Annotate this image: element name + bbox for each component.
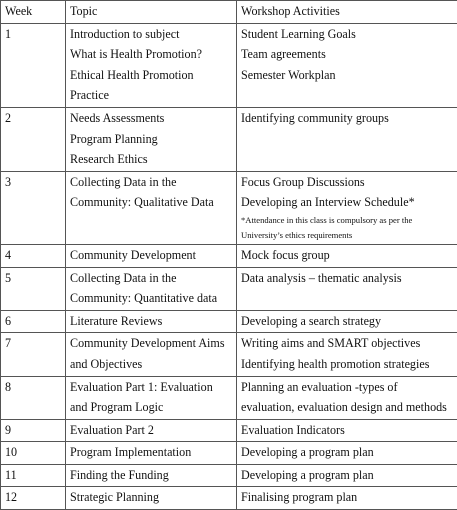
topic-line: Community: Quantitative data	[70, 288, 232, 309]
week-number: 10	[5, 442, 61, 463]
week-cell	[1, 419, 66, 442]
activities-cell	[237, 244, 457, 267]
activity-line: Identifying community groups	[241, 108, 453, 129]
table-row	[1, 376, 457, 419]
table-row	[1, 310, 457, 333]
activity-line: Data analysis – thematic analysis	[241, 268, 453, 289]
topic-line: Collecting Data in the	[70, 268, 232, 289]
activities-cell	[237, 487, 457, 510]
header-topic: Topic	[66, 1, 237, 24]
activities-cell	[237, 171, 457, 244]
activities-cell	[237, 419, 457, 442]
activity-line: Mock focus group	[241, 245, 453, 266]
topic-line: Introduction to subject	[70, 24, 232, 45]
header-week: Week	[1, 1, 66, 24]
topic-cell	[66, 419, 237, 442]
topic-line: Ethical Health Promotion	[70, 65, 232, 86]
table-row	[1, 171, 457, 244]
topic-line: Literature Reviews	[70, 311, 232, 332]
topic-line: Finding the Funding	[70, 465, 232, 486]
activities-cell	[237, 107, 457, 171]
table-row	[1, 244, 457, 267]
week-cell	[1, 487, 66, 510]
week-number: 8	[5, 377, 61, 398]
topic-line: Program Implementation	[70, 442, 232, 463]
topic-line: Practice	[70, 85, 232, 106]
week-number: 5	[5, 268, 61, 289]
activity-line: Identifying health promotion strategies	[241, 354, 453, 375]
topic-cell	[66, 171, 237, 244]
activity-line: Developing a search strategy	[241, 311, 453, 332]
topic-cell	[66, 333, 237, 376]
activity-line: Writing aims and SMART objectives	[241, 333, 453, 354]
week-number: 2	[5, 108, 61, 129]
activity-line: Finalising program plan	[241, 487, 453, 508]
activity-line: Developing an Interview Schedule*	[241, 192, 453, 213]
table-row	[1, 487, 457, 510]
table-row	[1, 333, 457, 376]
schedule-body	[1, 23, 457, 509]
topic-cell	[66, 442, 237, 465]
activity-line: Team agreements	[241, 44, 453, 65]
topic-line: Evaluation Part 2	[70, 420, 232, 441]
topic-line: Program Planning	[70, 129, 232, 150]
table-row	[1, 23, 457, 107]
week-number: 4	[5, 245, 61, 266]
topic-cell	[66, 464, 237, 487]
activities-cell	[237, 333, 457, 376]
week-cell	[1, 171, 66, 244]
week-cell	[1, 267, 66, 310]
topic-cell	[66, 23, 237, 107]
table-row	[1, 267, 457, 310]
header-activities: Workshop Activities	[237, 1, 457, 24]
table-row	[1, 419, 457, 442]
activity-line: Planning an evaluation -types of	[241, 377, 453, 398]
week-number: 1	[5, 24, 61, 45]
table-row	[1, 107, 457, 171]
week-number: 6	[5, 311, 61, 332]
activity-line: evaluation, evaluation design and methods	[241, 397, 453, 418]
topic-line: and Program Logic	[70, 397, 232, 418]
week-number: 12	[5, 487, 61, 508]
week-cell	[1, 333, 66, 376]
topic-line: Evaluation Part 1: Evaluation	[70, 377, 232, 398]
topic-cell	[66, 310, 237, 333]
activities-cell	[237, 442, 457, 465]
topic-line: Research Ethics	[70, 149, 232, 170]
activity-line: Student Learning Goals	[241, 24, 453, 45]
week-cell	[1, 107, 66, 171]
activity-line: Developing a program plan	[241, 442, 453, 463]
week-cell	[1, 442, 66, 465]
header-row	[1, 1, 457, 24]
activities-cell	[237, 267, 457, 310]
activity-footnote: *Attendance in this class is compulsory as per the	[241, 213, 453, 228]
topic-line: Community Development Aims	[70, 333, 232, 354]
topic-cell	[66, 487, 237, 510]
activities-cell	[237, 23, 457, 107]
topic-cell	[66, 267, 237, 310]
activities-cell	[237, 310, 457, 333]
week-cell	[1, 244, 66, 267]
week-number: 3	[5, 172, 61, 193]
activities-cell	[237, 464, 457, 487]
activity-footnote: University’s ethics requirements	[241, 228, 453, 243]
week-cell	[1, 376, 66, 419]
week-cell	[1, 464, 66, 487]
topic-line: Community: Qualitative Data	[70, 192, 232, 213]
activity-line: Semester Workplan	[241, 65, 453, 86]
topic-line: What is Health Promotion?	[70, 44, 232, 65]
topic-cell	[66, 107, 237, 171]
topic-cell	[66, 376, 237, 419]
table-row	[1, 464, 457, 487]
activity-line: Focus Group Discussions	[241, 172, 453, 193]
activities-cell	[237, 376, 457, 419]
week-cell	[1, 310, 66, 333]
week-number: 11	[5, 465, 61, 486]
topic-line: Strategic Planning	[70, 487, 232, 508]
activity-line: Developing a program plan	[241, 465, 453, 486]
topic-line: Needs Assessments	[70, 108, 232, 129]
topic-cell	[66, 244, 237, 267]
topic-line: and Objectives	[70, 354, 232, 375]
week-number: 9	[5, 420, 61, 441]
week-number: 7	[5, 333, 61, 354]
week-cell	[1, 23, 66, 107]
topic-line: Community Development	[70, 245, 232, 266]
table-row	[1, 442, 457, 465]
topic-line: Collecting Data in the	[70, 172, 232, 193]
activity-line: Evaluation Indicators	[241, 420, 453, 441]
